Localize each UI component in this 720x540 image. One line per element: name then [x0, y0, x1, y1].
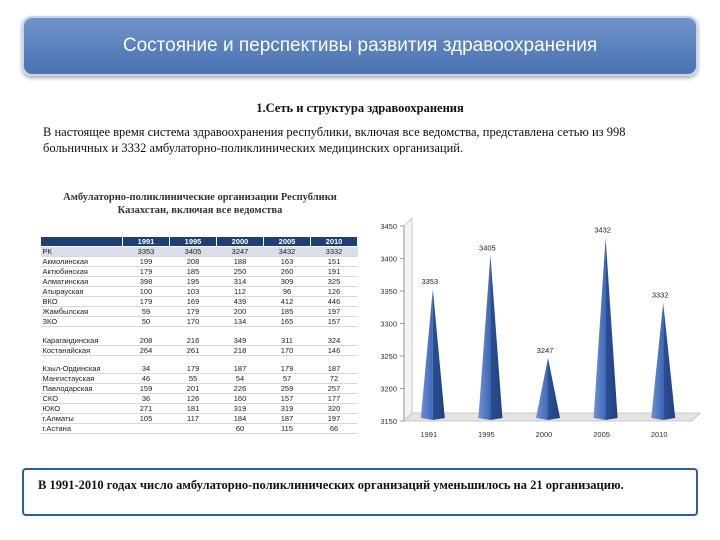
title-banner: [22, 16, 698, 76]
region-name: Жамбылская: [41, 307, 123, 317]
region-name: г.Алматы: [41, 414, 123, 424]
table-cell: 100: [123, 287, 170, 297]
bar-cone-shade-1995: [490, 255, 502, 420]
x-tick-label: 2000: [535, 430, 553, 439]
table-cell: 151: [311, 257, 358, 267]
organizations-table: [40, 236, 358, 434]
table-cell: 3353: [123, 247, 170, 257]
y-tick-label: 3250: [380, 352, 397, 361]
table-cell: 184: [217, 414, 264, 424]
table-cell: [170, 355, 217, 364]
bar-cone-shade-2000: [548, 358, 560, 420]
region-name: Карагандинская: [41, 336, 123, 346]
table-cell: 261: [170, 345, 217, 355]
table-cell: 72: [311, 374, 358, 384]
table-cell: 195: [170, 277, 217, 287]
region-name: ЗКО: [41, 317, 123, 327]
table-cell: 34: [123, 364, 170, 374]
table-cell: 446: [311, 297, 358, 307]
table-cell: 197: [311, 307, 358, 317]
table-cell: 59: [123, 307, 170, 317]
table-cell: 319: [217, 404, 264, 414]
data-label: 3353: [421, 277, 439, 287]
data-label: 3432: [594, 225, 611, 235]
table-cell: 187: [217, 364, 264, 374]
table-cell: 199: [123, 257, 170, 267]
bar-cone-shade-2005: [606, 238, 618, 420]
page-title: Состояние и перспективы развития здравоохранения: [122, 35, 598, 56]
region-name: [41, 355, 123, 364]
region-name: СКО: [41, 394, 123, 404]
table-row: [41, 355, 358, 364]
table-cell: 260: [264, 267, 311, 277]
table-cell: 412: [264, 297, 311, 307]
table-row: [41, 424, 358, 434]
table-cell: 191: [311, 267, 358, 277]
bar-cone-1995: [478, 255, 490, 420]
region-name: Павлодарская: [41, 384, 123, 394]
table-cell: 55: [170, 374, 217, 384]
table-cell: 349: [217, 336, 264, 346]
table-cell: 250: [217, 267, 264, 277]
table-row: [41, 336, 358, 346]
region-name: Актюбинская: [41, 267, 123, 277]
table-header-year: 1991: [123, 237, 170, 247]
table-row: [41, 287, 358, 297]
table-cell: 160: [217, 394, 264, 404]
table-cell: 3332: [311, 247, 358, 257]
x-tick-label: 1995: [478, 430, 495, 439]
section-title: 1.Сеть и структура здравоохранения: [256, 101, 464, 115]
table-cell: 170: [170, 317, 217, 327]
table-cell: 319: [264, 404, 311, 414]
bar-cone-2005: [594, 238, 606, 420]
table-cell: [123, 327, 170, 336]
table-cell: 126: [170, 394, 217, 404]
table-row: [41, 257, 358, 267]
table-cell: 264: [123, 345, 170, 355]
table-cell: 197: [311, 414, 358, 424]
data-label: 3332: [651, 290, 669, 300]
data-label: 3247: [536, 345, 554, 355]
table-cell: 3247: [217, 247, 264, 257]
table-cell: 57: [264, 374, 311, 384]
bar-cone-2000: [536, 358, 548, 420]
conclusion-box: [22, 468, 698, 516]
region-name: Атырауская: [41, 287, 123, 297]
region-name: [41, 327, 123, 336]
side-wall: [404, 218, 412, 421]
table-cell: 157: [264, 394, 311, 404]
table-cell: 314: [217, 277, 264, 287]
region-name: Алматинская: [41, 277, 123, 287]
table-row: [41, 277, 358, 287]
table-cell: 181: [170, 404, 217, 414]
table-cell: 208: [170, 257, 217, 267]
table-cell: 96: [264, 287, 311, 297]
table-row: [41, 267, 358, 277]
table-cell: 201: [170, 384, 217, 394]
table-cell: [123, 424, 170, 434]
table-cell: 3405: [170, 247, 217, 257]
table-cell: 179: [123, 267, 170, 277]
table-cell: 218: [217, 345, 264, 355]
table-row: [41, 345, 358, 355]
table-cell: 325: [311, 277, 358, 287]
y-tick-label: 3450: [380, 222, 397, 231]
table-cell: 159: [123, 384, 170, 394]
table-cell: 66: [311, 424, 358, 434]
table-cell: 259: [264, 384, 311, 394]
table-cell: 187: [264, 414, 311, 424]
table-cell: 112: [217, 287, 264, 297]
table-cell: 179: [123, 297, 170, 307]
data-label: 3405: [479, 243, 496, 253]
table-row: [41, 247, 358, 257]
table-cell: 179: [170, 307, 217, 317]
table-cell: 324: [311, 336, 358, 346]
bar-cone-shade-2010: [663, 303, 675, 420]
table-cell: 46: [123, 374, 170, 384]
table-cell: [170, 424, 217, 434]
table-cell: 216: [170, 336, 217, 346]
table-cell: 187: [311, 364, 358, 374]
table-row: [41, 364, 358, 374]
table-cell: 36: [123, 394, 170, 404]
table-cell: [311, 355, 358, 364]
table-row: [41, 384, 358, 394]
table-header-year: 1995: [170, 237, 217, 247]
table-header-row: [41, 237, 358, 247]
region-name: Костанайская: [41, 345, 123, 355]
table-cell: [170, 327, 217, 336]
table-row: [41, 414, 358, 424]
table-cell: 60: [217, 424, 264, 434]
table-cell: 50: [123, 317, 170, 327]
table-title: Амбулаторно-поликлинические организации Республики Казахстан, включая все ведомства: [63, 192, 337, 216]
conclusion-text: В 1991-2010 годах число амбулаторно-поликлинических организаций уменьшилось на 21 организацию.: [38, 478, 624, 492]
table-cell: 170: [264, 345, 311, 355]
table-cell: 126: [311, 287, 358, 297]
y-tick-label: 3400: [380, 254, 397, 264]
table-cell: 185: [264, 307, 311, 317]
y-tick-label: 3200: [380, 384, 397, 394]
region-name: ЮКО: [41, 404, 123, 414]
table-cell: 115: [264, 424, 311, 434]
table-cell: 226: [217, 384, 264, 394]
table-cell: 179: [170, 364, 217, 374]
table-row: [41, 307, 358, 317]
table-body: [41, 247, 358, 434]
table-cell: 117: [170, 414, 217, 424]
table-header-year: 2000: [217, 237, 264, 247]
y-tick-label: 3350: [380, 287, 397, 296]
table-cell: 134: [217, 317, 264, 327]
region-name: Кзыл-Ординская: [41, 364, 123, 374]
table-row: [41, 317, 358, 327]
table-cell: [217, 327, 264, 336]
region-name: Акмолинская: [41, 257, 123, 267]
intro-paragraph: В настоящее время система здравоохранения республики, включая все ведомства, представлена сетью из 998 больничных и 3332 амбулаторно-поликлинических медицинских организаций.: [43, 125, 626, 155]
table-cell: 146: [311, 345, 358, 355]
table-cell: [123, 355, 170, 364]
table-cell: [264, 327, 311, 336]
table-cell: 177: [311, 394, 358, 404]
table-row: [41, 404, 358, 414]
bar-cone-shade-1991: [433, 289, 445, 420]
table-row: [41, 327, 358, 336]
table-cell: 257: [311, 384, 358, 394]
bar-chart: [360, 212, 710, 452]
table-cell: 3432: [264, 247, 311, 257]
table-cell: 103: [170, 287, 217, 297]
table-row: [41, 394, 358, 404]
table-cell: 157: [311, 317, 358, 327]
x-tick-label: 2005: [593, 430, 610, 439]
bar-cone-1991: [421, 289, 433, 420]
region-name: Мангистауская: [41, 374, 123, 384]
table-cell: 169: [170, 297, 217, 307]
table-cell: 439: [217, 297, 264, 307]
table-cell: 398: [123, 277, 170, 287]
table-cell: [264, 355, 311, 364]
x-tick-label: 2010: [650, 430, 668, 439]
region-name: РК: [41, 247, 123, 257]
bar-cone-2010: [651, 303, 663, 420]
region-name: г.Астана: [41, 424, 123, 434]
y-tick-label: 3300: [380, 319, 397, 329]
table-header-year: 2010: [311, 237, 358, 247]
table-row: [41, 297, 358, 307]
table-cell: 309: [264, 277, 311, 287]
region-name: ВКО: [41, 297, 123, 307]
table-cell: 271: [123, 404, 170, 414]
table-cell: 165: [264, 317, 311, 327]
y-tick-label: 3150: [380, 417, 397, 426]
table-cell: 54: [217, 374, 264, 384]
x-tick-label: 1991: [420, 430, 438, 439]
table-header-year: 2005: [264, 237, 311, 247]
table-cell: 188: [217, 257, 264, 267]
table-cell: 179: [264, 364, 311, 374]
table-cell: [311, 327, 358, 336]
table-cell: 208: [123, 336, 170, 346]
table-cell: 200: [217, 307, 264, 317]
table-cell: 311: [264, 336, 311, 346]
table-cell: 105: [123, 414, 170, 424]
table-header-blank: [41, 237, 123, 247]
table-cell: [217, 355, 264, 364]
table-row: [41, 374, 358, 384]
table-cell: 185: [170, 267, 217, 277]
table-cell: 320: [311, 404, 358, 414]
table-cell: 163: [264, 257, 311, 267]
